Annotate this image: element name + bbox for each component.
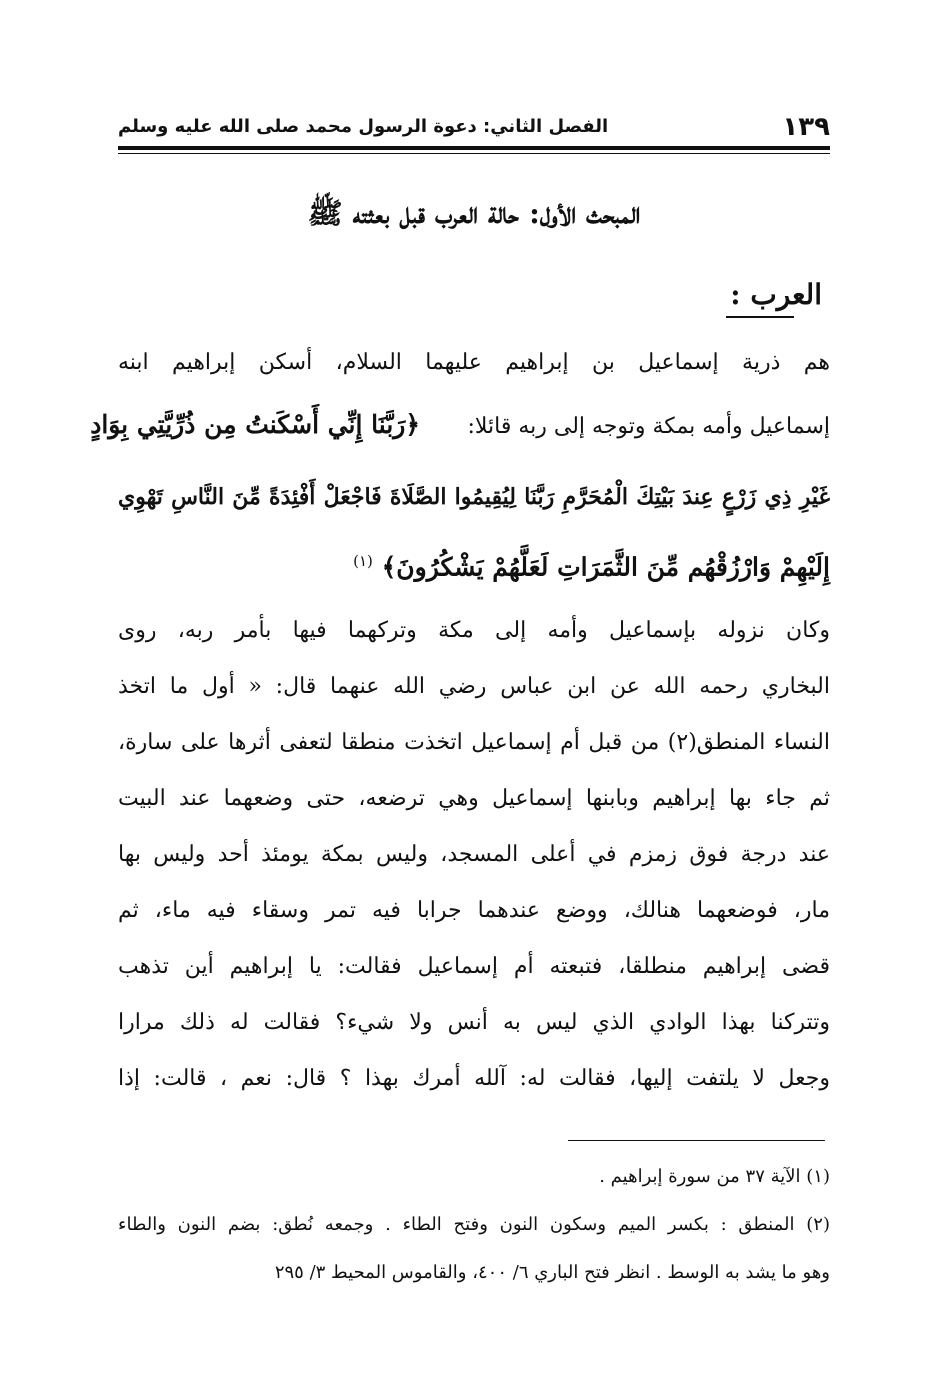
paragraph2-line4: ثم جاء بها إبراهيم وبابنها إسماعيل وهي ترضعه، حتى وضعهما عند البيت <box>118 786 830 811</box>
subheading-underline <box>726 316 794 318</box>
footnote-1: (١) الآية ٣٧ من سورة إبراهيم . <box>599 1166 830 1187</box>
verse-line2: غَيْرِ ذِي زَرْعٍ عِندَ بَيْتِكَ الْمُحَرَّمِ رَبَّنَا لِيُقِيمُوا الصَّلَاةَ فَاجْعَلْ أَفْئِدَةً مِّنَ النَّاسِ تَهْوِي <box>118 484 830 510</box>
footnote-2-line2: وهو ما يشد به الوسط . انظر فتح الباري ٦/ ٤٠٠، والقاموس المحيط ٣/ ٢٩٥ <box>274 1262 830 1283</box>
running-header <box>118 108 830 148</box>
chapter-title: الفصل الثاني: دعوة الرسول محمد صلى الله عليه وسلم <box>118 116 609 137</box>
verse-line3 <box>353 544 830 584</box>
subheading: العرب : <box>730 278 822 311</box>
verse-text: إِلَيْهِمْ وَارْزُقْهُم مِّنَ الثَّمَرَاتِ لَعَلَّهُمْ يَشْكُرُونَ﴾ <box>381 552 830 582</box>
paragraph2-line9: وجعل لا يلتفت إليها، فقالت له: آلله أمرك بهذا ؟ قال: نعم ، قالت: إذا <box>118 1066 830 1091</box>
header-rule-thick <box>118 146 830 150</box>
paragraph2-line7: قضى إبراهيم منطلقا، فتبعته أم إسماعيل فقالت: يا إبراهيم أين تذهب <box>118 954 830 979</box>
footnote-2-line1: (٢) المنطق : بكسر الميم وسكون النون وفتح الطاء . وجمعه نُطق: بضم النون والطاء <box>118 1214 830 1235</box>
section-title: المبحث الأول: حالة العرب قبل بعثته ﷺ <box>307 196 641 230</box>
paragraph2-line5: عند درجة فوق زمزم في أعلى المسجد، وليس بمكة يومئذ أحد وليس بها <box>118 842 830 867</box>
footnote-separator <box>568 1140 825 1141</box>
paragraph2-line2: البخاري رحمه الله عن ابن عباس رضي الله عنهما قال: « أول ما اتخذ <box>118 674 830 699</box>
paragraph2-line3: النساء المنطق(٢) من قبل أم إسماعيل اتخذت منطقا لتعفى أثرها على سارة، <box>118 730 830 755</box>
paragraph2-line8: وتتركنا بهذا الوادي الذي ليس به أنس ولا شيء؟ فقالت له ذلك مرارا <box>118 1010 830 1035</box>
paragraph1-line1: هم ذرية إسماعيل بن إبراهيم عليهما السلام، أسكن إبراهيم ابنه <box>118 350 830 375</box>
paragraph2-line1: وكان نزوله بإسماعيل وأمه إلى مكة وتركهما فيها بأمر ربه، روى <box>118 618 830 643</box>
verse-footnote-ref: (١) <box>353 552 373 570</box>
header-rule-thin <box>118 153 830 154</box>
verse-line1: ﴿رَبَّنَا إِنِّي أَسْكَنتُ مِن ذُرِّيَّتِي بِوَادٍ <box>90 410 420 439</box>
paragraph1-line2-prefix: إسماعيل وأمه بمكة وتوجه إلى ربه قائلا: <box>467 414 830 439</box>
page-number: ١٣٩ <box>782 112 830 142</box>
paragraph2-line6: مار، فوضعهما هنالك، ووضع عندهما جرابا فيه تمر وسقاء فيه ماء، ثم <box>118 898 830 923</box>
